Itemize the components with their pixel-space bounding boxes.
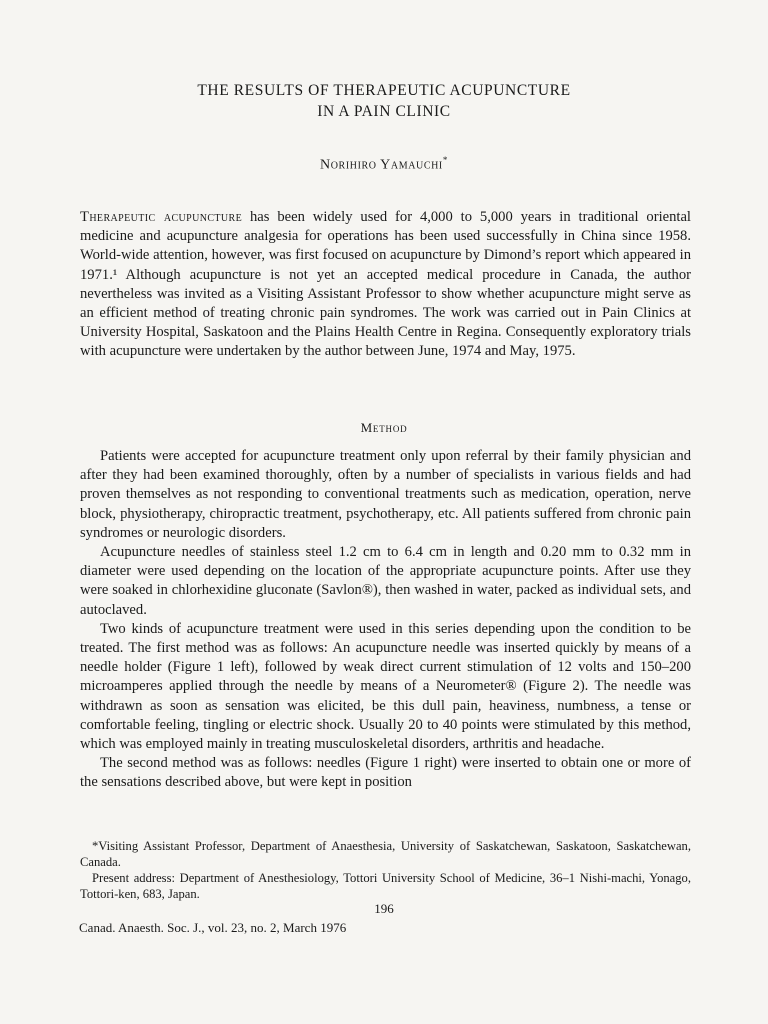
- intro-text: has been widely used for 4,000 to 5,000 years in traditional oriental medicine and acupuncture analgesia for operations has been used successfully in China since 1958. World-wide attention, however, was first focused on acupuncture by Dimond’s report which appeared in 1971.¹ Although acupuncture is not yet an accepted medical procedure in Canada, the author nevertheless was invited as a Visiting Assistant Professor to show whether acupuncture might serve as an efficient method of treating chronic pain syndromes. The work was carried out in Pain Clinics at University Hospital, Saskatoon and the Plains Health Centre in Regina. Consequently exploratory trials with acupuncture were undertaken by the author between June, 1974 and May, 1975.: [80, 209, 691, 360]
- author-footnote-mark: *: [442, 155, 448, 165]
- author-name: Norihiro Yamauchi: [320, 157, 443, 173]
- title-line-2: IN A PAIN CLINIC: [317, 103, 451, 120]
- method-paragraph-2: Acupuncture needles of stainless steel 1.2 cm to 6.4 cm in length and 0.20 mm to 0.32 mm in diameter were used depending on the location of the appropriate acupuncture points. After use they were soaked in chlorhexidine gluconate (Savlon®), then washed in water, packed as individual sets, and autoclaved.: [80, 544, 691, 618]
- journal-citation: Canad. Anaesth. Soc. J., vol. 23, no. 2, March 1976: [79, 920, 347, 935]
- footnote-present-address: Present address: Department of Anesthesiology, Tottori University School of Medicine, 36–1 Nishi-machi, Yonago, Tottori-ken, 683, Japan.: [80, 871, 691, 901]
- paper-title: [0, 80, 768, 122]
- title-line-1: THE RESULTS OF THERAPEUTIC ACUPUNCTURE: [197, 82, 571, 99]
- method-paragraph-1: Patients were accepted for acupuncture treatment only upon referral by their family physician and after they had been examined thoroughly, often by a number of specialists in various fields and had proven themselves as not responding to conventional treatments such as medication, operation, nerve block, physiotherapy, chiropractic treatment, psychotherapy, etc. All patients suffered from chronic pain syndromes or neurologic disorders.: [80, 448, 691, 541]
- author-line: [0, 155, 768, 174]
- page-number: 196: [374, 901, 394, 916]
- intro-lead: Therapeutic acupuncture: [80, 209, 243, 225]
- method-paragraph-3: Two kinds of acupuncture treatment were used in this series depending upon the condition to be treated. The first method was as follows: An acupuncture needle was inserted quickly by means of a needle holder (Figure 1 left), followed by weak direct current stimulation of 12 volts and 150–200 microamperes applied through the needle by means of a Neurometer® (Figure 2). The needle was withdrawn as soon as sensation was elicited, be this dull pain, heaviness, numbness, a tense or comfortable feeling, tingling or electric shock. Usually 20 to 40 points were stimulated by this method, which was employed mainly in treating musculoskeletal disorders, arthritis and headache.: [80, 620, 691, 753]
- section-heading-method: Method: [360, 420, 408, 435]
- method-section: [80, 447, 691, 793]
- intro-section: [80, 208, 691, 362]
- footnote-affiliation: *Visiting Assistant Professor, Department of Anaesthesia, University of Saskatchewan, Saskatoon, Saskatchewan, Canada.: [80, 839, 691, 869]
- footnotes: [80, 838, 691, 902]
- method-paragraph-4: The second method was as follows: needles (Figure 1 right) were inserted to obtain one or more of the sensations described above, but were kept in position: [80, 755, 691, 791]
- intro-paragraph: [80, 208, 691, 362]
